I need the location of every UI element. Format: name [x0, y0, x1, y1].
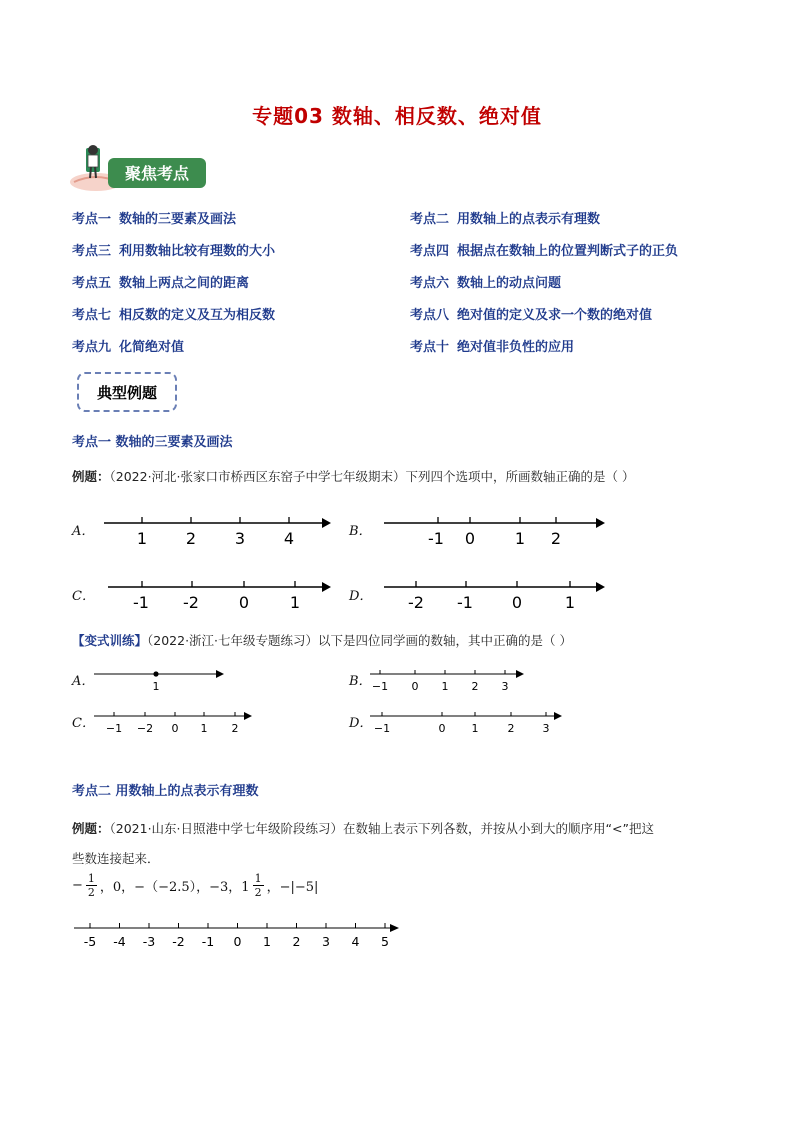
axis-label: 2: [231, 722, 239, 735]
axis-point: [153, 671, 158, 676]
axis-label: 1: [136, 529, 148, 548]
axis-label: -1: [428, 529, 444, 548]
example-label: 例题：: [72, 821, 110, 836]
axis-label: 3: [234, 529, 246, 548]
kaodian-num: 考点九: [72, 340, 112, 355]
axis-label: -4: [113, 934, 126, 949]
mixed-fraction: [253, 872, 264, 899]
axis-label: 2: [471, 680, 479, 693]
variant-text: （2022·浙江·七年级专题练习）以下是四位同学画的数轴，其中正确的是（ ）: [147, 633, 572, 648]
kaodian-text: 利用数轴比较有理数的大小: [119, 244, 276, 259]
numbers-rest-1: ，0，−（−2.5），−3，1: [99, 880, 250, 895]
kaodian-item-3: [72, 240, 275, 259]
axis-label: −1: [105, 722, 123, 735]
option-d-axis: [380, 576, 616, 616]
number-line-axis: [72, 918, 412, 952]
axis-label: -2: [408, 593, 424, 612]
fraction-denominator: 2: [87, 886, 95, 899]
kaodian-text: 数轴上的动点问题: [457, 276, 562, 291]
axis-label: 1: [441, 680, 449, 693]
variant-training: [72, 631, 762, 651]
kaodian-num: 考点一: [72, 212, 112, 227]
fraction-numerator: 1: [87, 872, 95, 885]
axis-label: 2: [550, 529, 562, 548]
kaodian-item-10: [410, 336, 574, 355]
axis-arrow: [516, 670, 524, 678]
numbers-list: [72, 872, 318, 899]
page-title: 专题03 数轴、相反数、绝对值: [252, 104, 542, 128]
axis-arrow: [390, 924, 399, 932]
option-c-letter: C．: [72, 589, 95, 604]
kaodian-item-1: [72, 208, 236, 227]
axis-label: 4: [351, 934, 360, 949]
axis-label: 0: [411, 680, 419, 693]
axis-arrow: [244, 712, 252, 720]
focus-banner-graphic: [68, 142, 208, 194]
axis-label: 0: [438, 722, 446, 735]
axis-label: -2: [172, 934, 185, 949]
kaodian-item-2: [410, 208, 600, 227]
axis-arrow: [554, 712, 562, 720]
option-b-axis: [380, 510, 616, 550]
axis-label: 0: [464, 529, 476, 548]
axis-label: 3: [322, 934, 330, 949]
fraction-half: [86, 872, 97, 899]
option-a-axis: [100, 510, 336, 550]
kaodian-num: 考点三: [72, 244, 112, 259]
option-d-letter: D．: [349, 589, 373, 604]
axis-label: -2: [183, 593, 199, 612]
kaodian-num: 考点二: [410, 212, 450, 227]
axis-arrow: [322, 582, 331, 592]
axis-label: 1: [289, 593, 301, 612]
fraction-numerator: 1: [254, 872, 262, 885]
axis-label: 1: [200, 722, 208, 735]
variant-a-axis: [92, 664, 232, 694]
kaodian-text: 化简绝对值: [119, 340, 185, 355]
axis-label: 2: [292, 934, 301, 949]
variant-d-axis: [368, 706, 573, 736]
axis-label: 2: [507, 722, 515, 735]
axis-label: 3: [501, 680, 509, 693]
variant-c-axis: [92, 706, 262, 736]
kaodian-item-9: [72, 336, 184, 355]
axis-arrow: [596, 518, 605, 528]
kaodian-num: 考点八: [410, 308, 450, 323]
axis-label: 1: [263, 934, 271, 949]
axis-label: 1: [152, 680, 160, 693]
axis-label: -1: [457, 593, 473, 612]
axis-label: -3: [142, 934, 156, 949]
section2-title: 考点二 用数轴上的点表示有理数: [72, 784, 259, 799]
neg-sign: −: [72, 878, 83, 893]
axis-label: 0: [171, 722, 179, 735]
variant-b-letter: B．: [349, 674, 372, 689]
axis-label: −2: [136, 722, 154, 735]
kaodian-text: 绝对值非负性的应用: [457, 340, 575, 355]
axis-label: -5: [83, 934, 97, 949]
kaodian-num: 考点十: [410, 340, 450, 355]
axis-label: 0: [233, 934, 242, 949]
kaodian-text: 绝对值的定义及求一个数的绝对值: [457, 308, 653, 323]
kaodian-item-8: [410, 304, 652, 323]
option-c-axis: [104, 576, 340, 616]
variant-label: 【变式训练】: [72, 633, 148, 648]
axis-label: 1: [514, 529, 526, 548]
axis-arrow: [322, 518, 331, 528]
axis-arrow: [216, 670, 224, 678]
kaodian-text: 用数轴上的点表示有理数: [457, 212, 601, 227]
example-text-1: （2021·山东·日照港中学七年级阶段练习）在数轴上表示下列各数，并按从小到大的顺序用“<”把这: [109, 821, 654, 836]
variant-b-axis: [368, 664, 533, 694]
option-b-letter: B．: [349, 524, 372, 539]
axis-label: 0: [511, 593, 523, 612]
axis-arrow: [596, 582, 605, 592]
examples-heading-box: 典型例题: [77, 372, 177, 412]
kaodian-num: 考点七: [72, 308, 112, 323]
kaodian-item-7: [72, 304, 275, 323]
example-label: 例题：: [72, 469, 110, 484]
axis-label: -1: [133, 593, 149, 612]
kaodian-num: 考点五: [72, 276, 112, 291]
section2-example: [72, 814, 762, 874]
axis-label: 2: [185, 529, 197, 548]
axis-label: -1: [201, 934, 215, 949]
kaodian-text: 数轴上两点之间的距离: [119, 276, 250, 291]
section1-example: [72, 467, 752, 487]
section1-title: 考点一 数轴的三要素及画法: [72, 435, 233, 450]
axis-label: −1: [373, 722, 391, 735]
axis-label: 1: [564, 593, 576, 612]
axis-label: −1: [371, 680, 389, 693]
kaodian-item-4: [410, 240, 678, 259]
kaodian-text: 数轴的三要素及画法: [119, 212, 237, 227]
focus-banner-label: 聚焦考点: [124, 164, 190, 183]
axis-label: 1: [471, 722, 479, 735]
kaodian-text: 相反数的定义及互为相反数: [119, 308, 276, 323]
example-text: （2022·河北·张家口市桥西区东窑子中学七年级期末）下列四个选项中，所画数轴正确的是（ ）: [109, 469, 635, 484]
focus-banner: [68, 142, 208, 194]
kaodian-item-6: [410, 272, 561, 291]
variant-a-letter: A．: [72, 674, 95, 689]
example-text-2: 些数连接起来．: [72, 851, 160, 866]
option-a-letter: A．: [72, 524, 95, 539]
kaodian-item-5: [72, 272, 249, 291]
axis-label: 3: [542, 722, 550, 735]
kaodian-num: 考点六: [410, 276, 450, 291]
axis-label: 4: [283, 529, 295, 548]
axis-label: 5: [381, 934, 389, 949]
fraction-denominator: 2: [254, 886, 262, 899]
kaodian-text: 根据点在数轴上的位置判断式子的正负: [457, 244, 679, 259]
variant-d-letter: D．: [349, 716, 373, 731]
axis-label: 0: [238, 593, 250, 612]
kaodian-num: 考点四: [410, 244, 450, 259]
variant-c-letter: C．: [72, 716, 95, 731]
numbers-rest-2: ，−|−5|: [266, 880, 319, 895]
